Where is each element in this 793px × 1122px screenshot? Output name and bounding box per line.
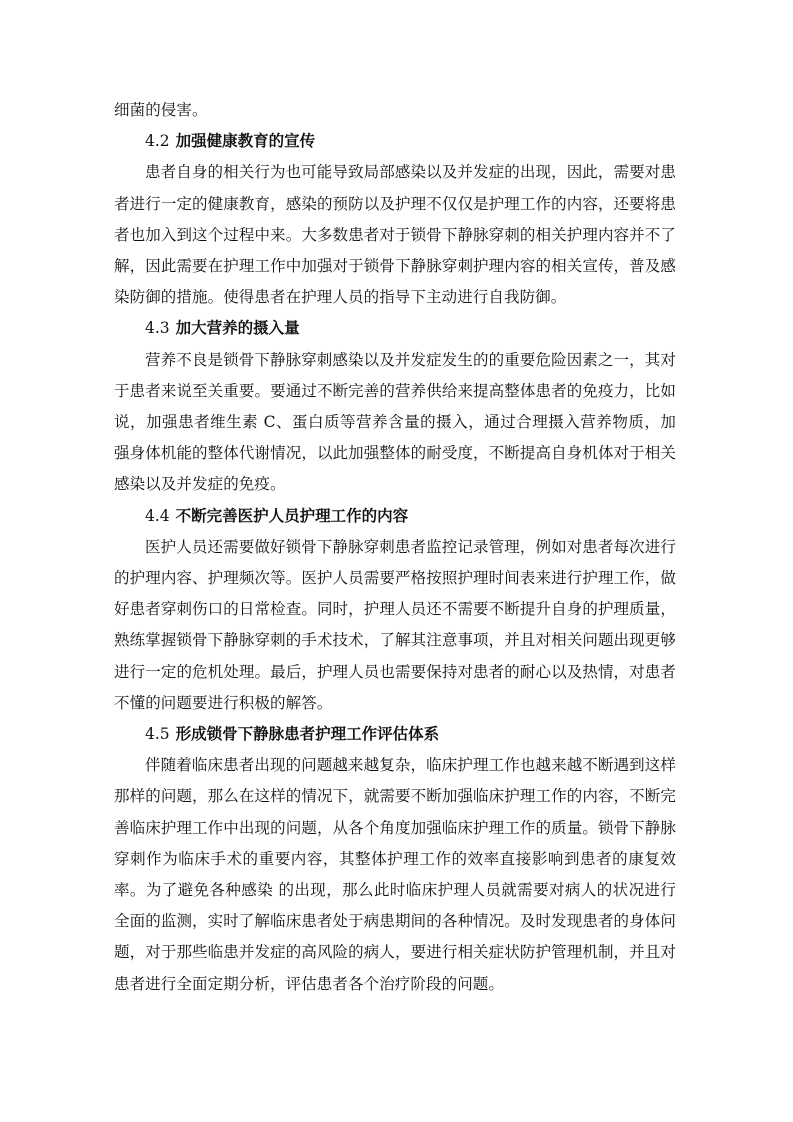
section-title: 加强健康教育的宣传: [175, 132, 316, 151]
section-paragraph-4-5: 伴随着临床患者出现的问题越来越复杂，临床护理工作也越来越不断遇到这样那样的问题，那么在这样的情况下，就需要不断加强临床护理工作的内容，不断完善临床护理工作中出现的问题，从各个角度加强临床护理工作的质量。锁骨下静脉穿刺作为临床手术的重要内容，其整体护理工作的效率直接影响到患者的康复效率。为了避免各种感染 的出现，那么此时临床护理人员就需要对病人的状况进行全面的监测，实时了解临床患者处于病患期间的各种情况。及时发现患者的身体问题，对于那些临患并发症的高风险的病人，要进行相关症状防护管理机制，并且对患者进行全面定期分析，评估患者各个治疗阶段的问题。: [114, 756, 676, 993]
section-heading-4-2: [114, 126, 676, 157]
section-number: 4.3: [145, 319, 170, 338]
section-title: 不断完善医护人员护理工作的内容: [175, 506, 409, 525]
intro-fragment: 细菌的侵害。: [114, 101, 208, 119]
section-title: 形成锁骨下静脉患者护理工作评估体系: [175, 725, 440, 744]
section-paragraph-4-4: 医护人员还需要做好锁骨下静脉穿刺患者监控记录管理，例如对患者每次进行的护理内容、护理频次等。医护人员需要严格按照护理时间表来进行护理工作，做好患者穿刺伤口的日常检查。同时，护理人员还不需要不断提升自身的护理质量，熟练掌握锁骨下静脉穿刺的手术技术，了解其注意事项，并且对相关问题出现更够进行一定的危机处理。最后，护理人员也需要保持对患者的耐心以及热情，对患者不懂的问题要进行积极的解答。: [114, 537, 676, 712]
section-number: 4.4: [145, 506, 170, 525]
section-heading-4-4: [114, 501, 676, 532]
section-heading-4-3: [114, 313, 676, 344]
section-paragraph-4-2: 患者自身的相关行为也可能导致局部感染以及并发症的出现，因此，需要对患者进行一定的健康教育，感染的预防以及护理不仅仅是护理工作的内容，还要将患者也加入到这个过程中来。大多数患者对于锁骨下静脉穿刺的相关护理内容并不了解，因此需要在护理工作中加强对于锁骨下静脉穿刺护理内容的相关宣传，普及感染防御的措施。使得患者在护理人员的指导下主动进行自我防御。: [114, 163, 676, 307]
section-paragraph-4-3: 营养不良是锁骨下静脉穿刺感染以及并发症发生的的重要危险因素之一，其对于患者来说至关重要。要通过不断完善的营养供给来提高整体患者的免疫力，比如说，加强患者维生素 C、蛋白质等营养含量的摄入，通过合理摄入营养物质，加强身体机能的整体代谢情况，以此加强整体的耐受度，不断提高自身机体对于相关感染以及并发症的免疫。: [114, 350, 676, 494]
section-number: 4.2: [145, 132, 170, 151]
document-body: [114, 95, 676, 1000]
section-title: 加大营养的摄入量: [175, 319, 300, 338]
section-number: 4.5: [145, 725, 170, 744]
section-heading-4-5: [114, 719, 676, 750]
